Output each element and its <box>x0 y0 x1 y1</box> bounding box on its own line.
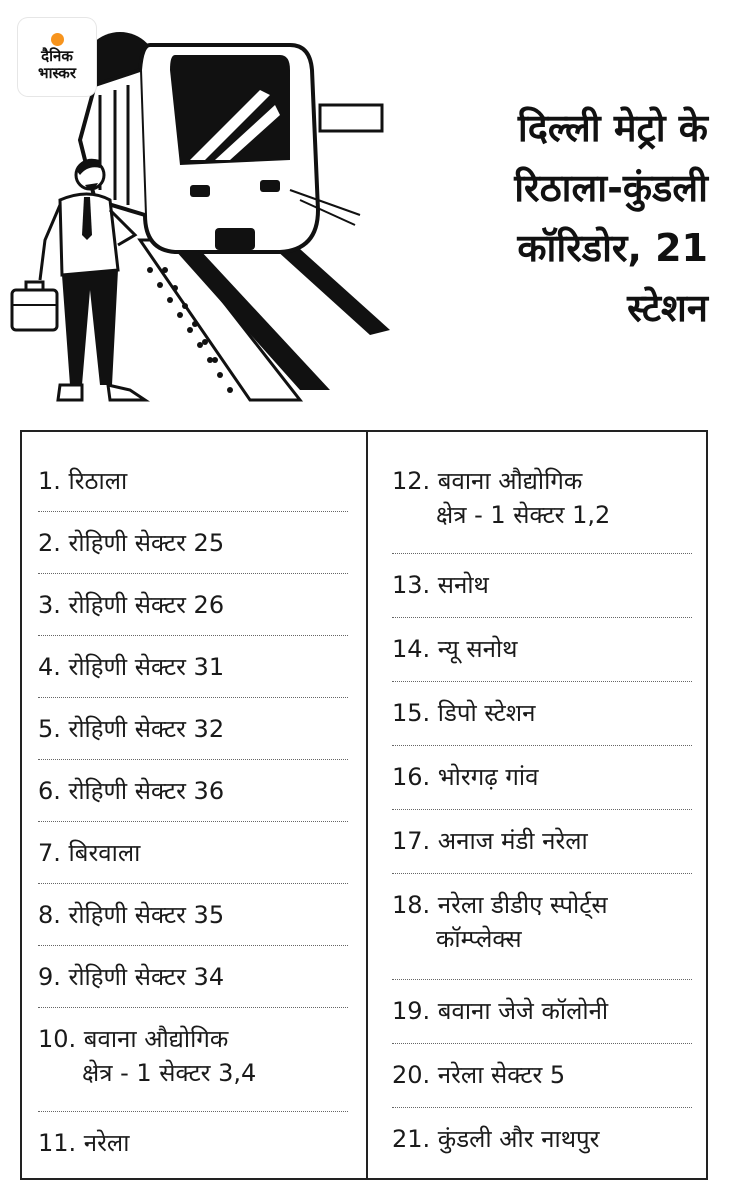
station-name: 20. नरेला सेक्टर 5 <box>392 1061 566 1089</box>
title-line-2: रिठाला-कुंडली <box>514 166 708 210</box>
station-name-continued: क्षेत्र - 1 सेक्टर 1,2 <box>436 501 611 529</box>
headlight-right <box>260 180 280 192</box>
station-row <box>392 450 692 554</box>
station-name: 9. रोहिणी सेक्टर 34 <box>38 963 225 991</box>
station-row <box>38 946 348 1008</box>
station-row <box>392 554 692 618</box>
station-row <box>38 698 348 760</box>
station-row <box>392 1044 692 1108</box>
page-title <box>378 98 708 338</box>
station-row <box>38 636 348 698</box>
title-line-1: दिल्ली मेट्रो के <box>517 106 708 150</box>
station-name: 1. रिठाला <box>38 467 128 495</box>
station-name: 16. भोरगढ़ गांव <box>392 763 539 791</box>
station-name: 4. रोहिणी सेक्टर 31 <box>38 653 225 681</box>
station-row <box>38 1112 348 1174</box>
station-name: 5. रोहिणी सेक्टर 32 <box>38 715 225 743</box>
dainik-bhaskar-logo <box>18 18 96 96</box>
logo-line-1: दैनिक <box>41 46 73 65</box>
station-name: 12. बवाना औद्योगिक <box>392 467 583 495</box>
station-name: 21. कुंडली और नाथपुर <box>392 1125 600 1153</box>
station-name: 11. नरेला <box>38 1129 130 1157</box>
station-name: 7. बिरवाला <box>38 839 141 867</box>
column-divider <box>366 432 368 1178</box>
station-row <box>38 450 348 512</box>
station-row <box>38 884 348 946</box>
station-row <box>392 682 692 746</box>
station-name-continued: क्षेत्र - 1 सेक्टर 3,4 <box>82 1059 257 1087</box>
hero-illustration-area <box>0 0 730 420</box>
stations-table <box>20 430 708 1180</box>
station-row <box>392 618 692 682</box>
station-row <box>38 822 348 884</box>
station-row <box>392 746 692 810</box>
station-row <box>392 1108 692 1172</box>
headlight-left <box>190 185 210 197</box>
station-name: 17. अनाज मंडी नरेला <box>392 827 588 855</box>
station-name: 19. बवाना जेजे कॉलोनी <box>392 997 609 1025</box>
station-row <box>38 760 348 822</box>
logo-sun-icon <box>51 33 64 46</box>
station-name: 3. रोहिणी सेक्टर 26 <box>38 591 225 619</box>
title-line-4: स्टेशन <box>627 286 708 330</box>
logo-line-2: भास्कर <box>38 63 76 82</box>
title-line-3: कॉरिडोर, 21 <box>517 226 708 270</box>
station-row <box>38 574 348 636</box>
station-row <box>38 1008 348 1112</box>
station-name: 8. रोहिणी सेक्टर 35 <box>38 901 225 929</box>
station-row <box>392 874 692 980</box>
station-name: 13. सनोथ <box>392 571 489 599</box>
station-row <box>38 512 348 574</box>
station-name: 10. बवाना औद्योगिक <box>38 1025 229 1053</box>
station-name: 2. रोहिणी सेक्टर 25 <box>38 529 225 557</box>
rail-right <box>265 240 390 335</box>
station-name: 14. न्यू सनोथ <box>392 635 518 663</box>
station-name-continued: कॉम्प्लेक्स <box>436 925 522 953</box>
station-name: 18. नरेला डीडीए स्पोर्ट्स <box>392 891 608 919</box>
station-row <box>392 980 692 1044</box>
station-name: 6. रोहिणी सेक्टर 36 <box>38 777 225 805</box>
briefcase <box>12 290 57 330</box>
station-name: 15. डिपो स्टेशन <box>392 699 536 727</box>
station-row <box>392 810 692 874</box>
